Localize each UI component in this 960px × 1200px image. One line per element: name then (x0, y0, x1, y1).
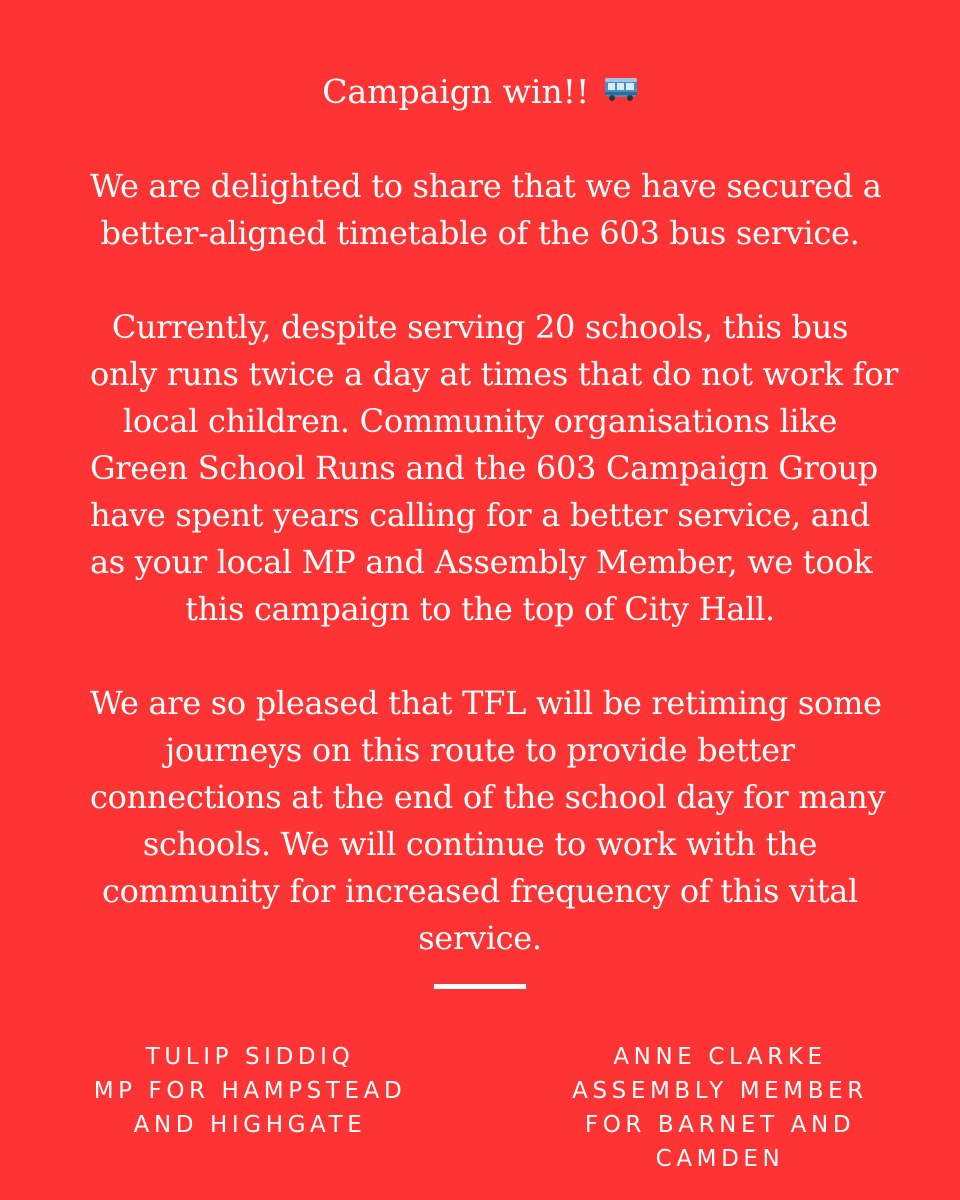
text-line: journeys on this route to provide better (165, 731, 795, 769)
text-line: schools. We will continue to work with the (142, 825, 818, 863)
signature-role: AND HIGHGATE (133, 1112, 367, 1138)
signature-left (40, 1040, 460, 1142)
text-line: as your local MP and Assembly Member, we took (90, 543, 873, 581)
text-line: local children. Community organisations like (122, 402, 838, 440)
text-line: Currently, despite serving 20 schools, this bus (111, 308, 849, 346)
signature-name: ANNE CLARKE (613, 1044, 827, 1070)
text-line: have spent years calling for a better service, and (90, 496, 871, 534)
signature-right (510, 1040, 930, 1176)
signature-role: ASSEMBLY MEMBER (572, 1078, 868, 1104)
signature-name: TULIP SIDDIQ (145, 1044, 355, 1070)
outcome-paragraph (90, 680, 886, 962)
text-line: We are so pleased that TFL will be retiming some (90, 684, 882, 722)
signature-role: CAMDEN (655, 1146, 785, 1172)
headline-text: Campaign win!! (322, 72, 590, 111)
text-line: only runs twice a day at times that do not work for (90, 355, 899, 393)
signature-role: MP FOR HAMPSTEAD (93, 1078, 407, 1104)
text-line: service. (418, 919, 542, 957)
signature-role: FOR BARNET AND (584, 1112, 856, 1138)
divider (434, 984, 526, 989)
text-line: Green School Runs and the 603 Campaign Group (90, 449, 878, 487)
text-line: connections at the end of the school day for many (90, 778, 886, 816)
background-paragraph (90, 304, 899, 633)
headline (0, 68, 960, 118)
text-line: We are delighted to share that we have secured a (90, 167, 882, 205)
text-line: better-aligned timetable of the 603 bus service. (100, 214, 860, 252)
bus-icon (604, 67, 638, 115)
text-line: community for increased frequency of this vital (102, 872, 858, 910)
intro-paragraph (90, 163, 882, 257)
text-line: this campaign to the top of City Hall. (185, 590, 775, 628)
